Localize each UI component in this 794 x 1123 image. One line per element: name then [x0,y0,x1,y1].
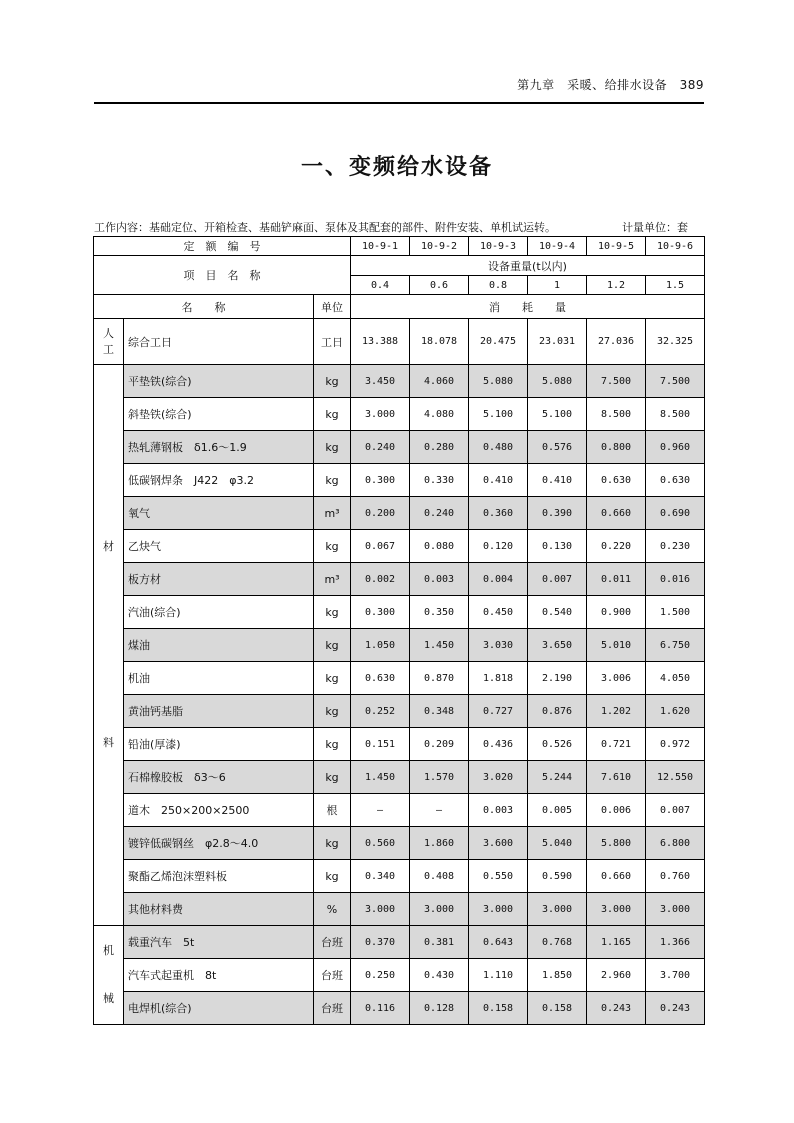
material-value: 5.080 [528,365,587,398]
labor-unit: 工日 [314,319,351,365]
labor-value: 18.078 [410,319,469,365]
material-value: 4.080 [410,398,469,431]
material-row [94,497,705,530]
material-value: 1.818 [469,662,528,695]
material-unit: kg [314,695,351,728]
quota-number-label: 定 额 编 号 [94,237,351,256]
material-value: 3.020 [469,761,528,794]
labor-row [94,319,705,365]
name-column-header: 名 称 [94,295,314,319]
equipment-weight-value: 1.5 [646,276,705,295]
material-value: 0.540 [528,596,587,629]
material-value: 5.800 [587,827,646,860]
material-value: 0.003 [469,794,528,827]
material-value: 0.660 [587,497,646,530]
category-char: 工 [103,342,114,356]
material-name: 低碳钢焊条 J422 φ3.2 [124,464,314,497]
quota-code: 10-9-3 [469,237,528,256]
material-value: 7.610 [587,761,646,794]
equipment-weight-value: 1 [528,276,587,295]
labor-category [94,319,124,365]
material-value: 3.600 [469,827,528,860]
material-name: 机油 [124,662,314,695]
material-value: 0.360 [469,497,528,530]
material-value: 0.300 [351,464,410,497]
material-row [94,431,705,464]
machinery-unit: 台班 [314,992,351,1025]
item-name-label: 项 目 名 称 [94,256,351,295]
material-row [94,464,705,497]
weight-label-row [94,256,705,276]
material-name: 板方材 [124,563,314,596]
material-value: 5.100 [469,398,528,431]
material-unit: kg [314,827,351,860]
section-title: 一、变频给水设备 [300,155,493,180]
material-value: 0.760 [646,860,705,893]
material-value: 0.876 [528,695,587,728]
material-value: 0.350 [410,596,469,629]
category-char-bottom: 料 [103,736,114,749]
equipment-weight-value: 0.4 [351,276,410,295]
quota-code: 10-9-6 [646,237,705,256]
labor-name: 综合工日 [124,319,314,365]
labor-value: 20.475 [469,319,528,365]
machinery-value: 0.158 [528,992,587,1025]
machinery-category [94,926,124,1025]
category-char-top: 材 [103,540,114,553]
unit-column-header: 单位 [314,295,351,319]
material-row [94,695,705,728]
machinery-value: 3.700 [646,959,705,992]
material-row [94,662,705,695]
machinery-value: 1.165 [587,926,646,959]
material-row [94,629,705,662]
material-value: 0.390 [528,497,587,530]
material-row [94,860,705,893]
material-value: 0.005 [528,794,587,827]
material-value: 8.500 [646,398,705,431]
material-unit: kg [314,530,351,563]
material-value: 0.080 [410,530,469,563]
quota-code-row [94,237,705,256]
machinery-value: 0.243 [646,992,705,1025]
material-value: — [351,794,410,827]
material-unit: kg [314,431,351,464]
equipment-weight-value: 1.2 [587,276,646,295]
work-content-line [94,219,704,235]
material-value: 0.630 [587,464,646,497]
category-char-bottom: 械 [103,992,114,1005]
material-name: 汽油(综合) [124,596,314,629]
material-value: 0.590 [528,860,587,893]
machinery-value: 1.850 [528,959,587,992]
material-value: 0.480 [469,431,528,464]
material-value: 0.576 [528,431,587,464]
material-value: 3.030 [469,629,528,662]
material-unit: kg [314,761,351,794]
material-value: 0.450 [469,596,528,629]
machinery-value: 0.128 [410,992,469,1025]
equipment-weight-value: 0.6 [410,276,469,295]
column-header-row [94,295,705,319]
quota-code: 10-9-5 [587,237,646,256]
material-value: 0.436 [469,728,528,761]
material-unit: kg [314,596,351,629]
material-value: 6.750 [646,629,705,662]
machinery-name: 载重汽车 5t [124,926,314,959]
labor-value: 23.031 [528,319,587,365]
material-value: 0.660 [587,860,646,893]
work-content: 工作内容：基础定位、开箱检查、基础铲麻面、泵体及其配套的部件、附件安装、单机试运转。 [94,221,556,234]
material-value: 3.650 [528,629,587,662]
materials-category [94,365,124,926]
material-value: 0.560 [351,827,410,860]
material-value: 3.000 [646,893,705,926]
material-value: 1.860 [410,827,469,860]
material-value: 0.408 [410,860,469,893]
material-value: 5.244 [528,761,587,794]
material-value: 0.721 [587,728,646,761]
material-name: 热轧薄钢板 δ1.6～1.9 [124,431,314,464]
material-value: 5.040 [528,827,587,860]
material-value: 0.230 [646,530,705,563]
material-name: 氧气 [124,497,314,530]
material-value: 3.000 [469,893,528,926]
material-value: 1.620 [646,695,705,728]
material-value: 0.007 [528,563,587,596]
material-value: 0.630 [351,662,410,695]
machinery-value: 0.430 [410,959,469,992]
material-unit: kg [314,728,351,761]
quota-code: 10-9-4 [528,237,587,256]
material-value: 2.190 [528,662,587,695]
material-value: 0.330 [410,464,469,497]
material-unit: kg [314,398,351,431]
material-value: 0.003 [410,563,469,596]
quota-code: 10-9-2 [410,237,469,256]
unit-of-measure: 计量单位：套 [622,221,688,234]
material-unit: m³ [314,497,351,530]
material-value: 0.220 [587,530,646,563]
material-value: 1.500 [646,596,705,629]
material-value: 0.006 [587,794,646,827]
material-name: 斜垫铁(综合) [124,398,314,431]
material-value: 0.870 [410,662,469,695]
material-value: 1.050 [351,629,410,662]
machinery-value: 0.643 [469,926,528,959]
material-name: 乙炔气 [124,530,314,563]
equipment-weight-label: 设备重量(t以内) [351,256,705,276]
material-value: 7.500 [587,365,646,398]
material-value: 0.120 [469,530,528,563]
machinery-value: 0.116 [351,992,410,1025]
machinery-name: 汽车式起重机 8t [124,959,314,992]
material-value: 0.300 [351,596,410,629]
material-value: 0.900 [587,596,646,629]
material-value: 1.450 [351,761,410,794]
machinery-row [94,959,705,992]
material-unit: m³ [314,563,351,596]
material-value: 0.209 [410,728,469,761]
material-value: 8.500 [587,398,646,431]
material-name: 其他材料费 [124,893,314,926]
material-value: 0.240 [351,431,410,464]
material-value: 0.002 [351,563,410,596]
consumption-header: 消 耗 量 [351,295,705,319]
material-value: 0.550 [469,860,528,893]
machinery-value: 1.110 [469,959,528,992]
material-row [94,794,705,827]
material-value: 3.000 [351,893,410,926]
material-value: 3.000 [410,893,469,926]
material-unit: kg [314,629,351,662]
material-value: 0.130 [528,530,587,563]
material-unit: kg [314,464,351,497]
material-value: 0.410 [469,464,528,497]
material-name: 黄油钙基脂 [124,695,314,728]
category-char-top: 机 [103,944,114,957]
material-unit: % [314,893,351,926]
material-name: 铅油(厚漆) [124,728,314,761]
material-name: 镀锌低碳钢丝 φ2.8～4.0 [124,827,314,860]
material-value: 5.010 [587,629,646,662]
material-row [94,563,705,596]
machinery-row [94,926,705,959]
material-value: 0.340 [351,860,410,893]
machinery-value: 1.366 [646,926,705,959]
material-value: 0.016 [646,563,705,596]
material-value: 0.972 [646,728,705,761]
material-name: 聚酯乙烯泡沫塑料板 [124,860,314,893]
machinery-name: 电焊机(综合) [124,992,314,1025]
material-value: 0.011 [587,563,646,596]
page-header-text: 第九章 采暖、给排水设备 389 [517,78,704,92]
machinery-row [94,992,705,1025]
machinery-value: 0.243 [587,992,646,1025]
material-row [94,761,705,794]
material-name: 道木 250×200×2500 [124,794,314,827]
material-value: 6.800 [646,827,705,860]
material-row [94,827,705,860]
material-name: 煤油 [124,629,314,662]
material-value: 4.050 [646,662,705,695]
material-value: 3.000 [587,893,646,926]
material-value: 4.060 [410,365,469,398]
material-name: 石棉橡胶板 δ3～6 [124,761,314,794]
machinery-value: 0.250 [351,959,410,992]
material-value: 0.348 [410,695,469,728]
labor-value: 13.388 [351,319,410,365]
material-row [94,893,705,926]
equipment-weight-value: 0.8 [469,276,528,295]
material-unit: kg [314,860,351,893]
machinery-value: 0.370 [351,926,410,959]
material-name: 平垫铁(综合) [124,365,314,398]
material-value: 0.410 [528,464,587,497]
material-value: — [410,794,469,827]
material-value: 0.690 [646,497,705,530]
quota-table [93,236,705,1025]
machinery-value: 2.960 [587,959,646,992]
material-row [94,530,705,563]
labor-value: 32.325 [646,319,705,365]
material-row [94,365,705,398]
material-value: 3.006 [587,662,646,695]
material-value: 0.004 [469,563,528,596]
material-value: 0.007 [646,794,705,827]
material-value: 0.067 [351,530,410,563]
material-value: 0.280 [410,431,469,464]
material-value: 0.526 [528,728,587,761]
material-row [94,596,705,629]
material-value: 0.727 [469,695,528,728]
material-value: 1.570 [410,761,469,794]
machinery-value: 0.158 [469,992,528,1025]
material-value: 0.960 [646,431,705,464]
material-value: 0.252 [351,695,410,728]
material-value: 1.450 [410,629,469,662]
material-value: 12.550 [646,761,705,794]
material-unit: 根 [314,794,351,827]
material-value: 0.630 [646,464,705,497]
material-value: 1.202 [587,695,646,728]
quota-code: 10-9-1 [351,237,410,256]
machinery-value: 0.768 [528,926,587,959]
material-unit: kg [314,365,351,398]
material-unit: kg [314,662,351,695]
material-row [94,728,705,761]
material-value: 5.100 [528,398,587,431]
material-value: 0.200 [351,497,410,530]
material-value: 0.800 [587,431,646,464]
material-value: 3.450 [351,365,410,398]
machinery-value: 0.381 [410,926,469,959]
category-char: 人 [103,326,114,340]
material-value: 3.000 [528,893,587,926]
page-header [94,74,704,104]
material-value: 0.151 [351,728,410,761]
machinery-unit: 台班 [314,959,351,992]
machinery-unit: 台班 [314,926,351,959]
material-value: 5.080 [469,365,528,398]
labor-value: 27.036 [587,319,646,365]
material-value: 3.000 [351,398,410,431]
material-value: 7.500 [646,365,705,398]
material-row [94,398,705,431]
material-value: 0.240 [410,497,469,530]
